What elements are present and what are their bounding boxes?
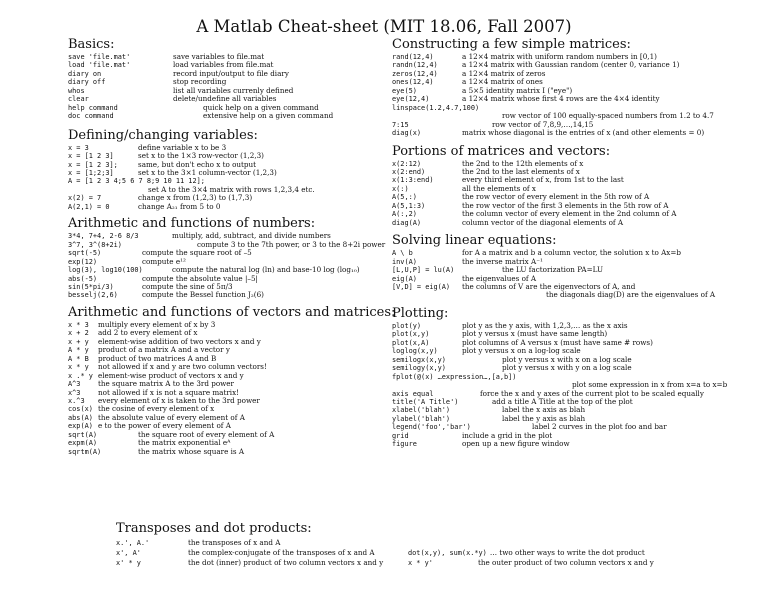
command-code: x(2) = 7 <box>68 194 102 203</box>
cheat-section <box>68 217 396 300</box>
command-description: for A a matrix and b a column vector, the solution x to Ax=b <box>462 248 681 258</box>
command-code: x(:) <box>392 184 409 193</box>
command-row <box>392 440 764 448</box>
command-code <box>68 186 148 194</box>
command-description: plot y as the y axis, with 1,2,3,… as the x axis <box>462 320 628 330</box>
command-description: compute the sine of 5π/3 <box>142 281 233 291</box>
command-code: exp(A) <box>68 422 93 431</box>
command-code: A^3 <box>68 380 81 389</box>
command-code: randn(12,4) <box>392 61 438 70</box>
command-description: element-wise addition of two vectors x and y <box>98 336 261 346</box>
command-description: label 2 curves in the plot foo and bar <box>532 422 667 432</box>
command-row <box>116 538 766 548</box>
command-description: change x from (1,2,3) to (1,7,3) <box>138 193 253 203</box>
command-code: [V,D] = eig(A) <box>392 282 451 291</box>
command-code: rand(12,4) <box>392 53 434 61</box>
command-code: 3^7, 3^(8+2i) <box>68 240 122 249</box>
command-code: semilogx(x,y) <box>392 355 446 364</box>
command-description: the complex-conjugate of the transposes of x and A <box>188 548 375 557</box>
command-code: eig(A) <box>392 274 417 283</box>
command-code: sqrt(-5) <box>68 249 102 258</box>
command-code: grid <box>392 431 409 440</box>
command-description: the square root of every element of A <box>138 429 275 439</box>
command-description: a 12×4 matrix with Gaussian random (center 0, variance 1) <box>462 60 680 70</box>
left-column <box>68 38 396 456</box>
command-code: A(2,1) = 0 <box>68 202 110 211</box>
command-code: x(2:12) <box>392 159 422 168</box>
command-description: matrix whose diagonal is the entries of x (and other elements = 0) <box>462 128 705 138</box>
cheat-section <box>68 129 396 212</box>
command-row <box>392 432 764 440</box>
command-description: compute 3 to the 7th power, or 3 to the 8+2i power <box>197 239 386 249</box>
command-code: diag(A) <box>392 218 422 227</box>
command-code: abs(-5) <box>68 274 98 283</box>
command-code: legend('foo','bar') <box>392 423 471 432</box>
command-description: plot y versus x with y on a log scale <box>502 363 632 373</box>
command-row <box>68 169 396 177</box>
command-code: abs(A) <box>68 413 93 422</box>
command-code: sqrtm(A) <box>68 447 102 456</box>
command-code: help command <box>68 103 118 112</box>
command-description: e to the power of every element of A <box>98 421 231 431</box>
cheat-section <box>392 38 764 138</box>
command-code: sqrt(A) <box>68 430 98 439</box>
cheat-section <box>392 145 764 228</box>
command-code: log(3), log10(100) <box>68 266 143 275</box>
command-description: include a grid in the plot <box>462 430 553 440</box>
command-description: extensive help on a given command <box>203 111 334 121</box>
command-description: stop recording <box>173 77 227 87</box>
command-description: add 2 to every element of x <box>98 328 198 338</box>
command-row <box>392 95 764 103</box>
command-code: doc command <box>68 112 114 121</box>
command-code: x .* y <box>68 371 93 380</box>
command-description: the absolute value of every element of A <box>98 412 245 422</box>
command-row <box>68 194 396 202</box>
command-code: diary off <box>68 78 106 87</box>
section-title: Basics: <box>68 37 115 52</box>
command-description: … two other ways to write the dot product <box>489 548 645 557</box>
command-description: define variable x to be 3 <box>138 142 227 152</box>
command-description: the 2nd to the 12th elements of x <box>462 158 584 168</box>
command-code: dot(x,y), sum(x.*y) <box>408 549 487 557</box>
command-code: A(:,2) <box>392 210 417 219</box>
command-description: list all variables currenly defined <box>173 85 294 95</box>
command-description: save variables to file.mat <box>173 52 265 61</box>
command-description: the LU factorization PA=LU <box>502 265 604 275</box>
command-row <box>392 129 764 137</box>
command-code: ones(12,4) <box>392 78 434 87</box>
section-title: Constructing a few simple matrices: <box>392 37 631 52</box>
command-description: every element of x is taken to the 3rd power <box>98 395 260 405</box>
command-description: a 12×4 matrix of zeros <box>462 68 546 78</box>
command-code: x = 3 <box>68 143 89 152</box>
command-code: diag(x) <box>392 129 422 138</box>
command-description: force the x and y axes of the current plot to be scaled equally <box>480 388 704 398</box>
command-code: semilogy(x,y) <box>392 364 446 373</box>
command-description: all the elements of x <box>462 183 536 193</box>
command-code: [L,U,P] = lu(A) <box>392 266 455 275</box>
command-description: load variables from file.mat <box>173 60 274 70</box>
command-code: A(5,1:3) <box>392 201 426 210</box>
command-code: ylabel('blah') <box>392 414 451 423</box>
command-code: besselj(2,6) <box>68 291 118 300</box>
command-description: add a title A Title at the top of the plot <box>492 396 633 406</box>
command-description: change A₂₁ from 5 to 0 <box>138 201 221 211</box>
command-description: record input/output to file diary <box>173 68 289 78</box>
command-code: figure <box>392 440 417 449</box>
command-code: x', A' <box>116 549 141 557</box>
command-description: row vector of 7,8,9,…,14,15 <box>492 119 594 129</box>
command-code <box>392 112 502 120</box>
command-description: compute the natural log (ln) and base-10 log (log₁₀) <box>172 265 360 275</box>
command-code: diary on <box>68 69 102 78</box>
command-description <box>411 538 627 548</box>
command-code: linspace(1.2,4.7,100) <box>392 103 480 112</box>
command-description: the matrix exponential eᴬ <box>138 438 231 448</box>
cheat-section <box>68 306 396 456</box>
command-code: save 'file.mat' <box>68 53 131 61</box>
command-description: plot y versus x on a log-log scale <box>462 346 581 356</box>
command-description: open up a new figure window <box>462 439 570 449</box>
command-description: the diagonals diag(D) are the eigenvalues of A <box>546 290 716 300</box>
command-description: label the x axis as blah <box>502 405 586 415</box>
cheat-section <box>392 307 764 449</box>
command-row <box>116 548 766 558</box>
command-code <box>392 291 546 299</box>
command-code: x = [1 2 3] <box>68 152 114 161</box>
section-title: Defining/changing variables: <box>68 127 258 143</box>
command-description: same, but don't echo x to output <box>138 159 257 169</box>
command-code: plot(y) <box>392 321 422 330</box>
section-title: Arithmetic and functions of vectors and matrices: <box>68 304 396 320</box>
command-code: sin(5*pi/3) <box>68 282 114 291</box>
command-description: the column vector of every element in the 2nd column of A <box>462 209 677 219</box>
command-description: the inverse matrix A⁻¹ <box>462 256 543 266</box>
command-code: eye(12,4) <box>392 95 430 104</box>
command-description: the row vector of the first 3 elements in the 5th row of A <box>462 200 669 210</box>
command-code: x * y <box>68 363 89 372</box>
command-row <box>392 78 764 86</box>
command-row <box>68 112 396 120</box>
command-row <box>392 219 764 227</box>
command-description: a 12×4 matrix of ones <box>462 77 543 87</box>
command-description: compute the square root of –5 <box>142 248 252 258</box>
command-description: multiply every element of x by 3 <box>98 319 216 329</box>
command-code: x + 2 <box>68 329 89 338</box>
command-row <box>392 364 764 372</box>
page-title: A Matlab Cheat-sheet (MIT 18.06, Fall 2007) <box>196 17 572 36</box>
command-description: element-wise product of vectors x and y <box>98 370 244 380</box>
command-code: x(2:end) <box>392 167 426 176</box>
command-description: set A to the 3×4 matrix with rows 1,2,3,4 etc. <box>148 184 315 194</box>
command-row <box>392 70 764 78</box>
command-description: the eigenvalues of A <box>462 273 537 283</box>
command-code: A(5,:) <box>392 193 417 202</box>
command-code: plot(x,y) <box>392 330 430 339</box>
command-code: 7:15 <box>392 120 409 129</box>
section-title: Arithmetic and functions of numbers: <box>68 216 316 232</box>
section-title: Plotting: <box>392 305 449 321</box>
command-description: every third element of x, from 1st to the last <box>462 175 624 185</box>
command-description: the square matrix A to the 3rd power <box>98 379 234 389</box>
command-description: plot y versus x with x on a log scale <box>502 354 632 364</box>
command-description: set x to the 3×1 column-vector (1,2,3) <box>138 167 277 177</box>
command-code: x(1:3:end) <box>392 176 434 185</box>
command-code: xlabel('blah') <box>392 406 451 415</box>
command-description: plot y versus x (must have same length) <box>462 329 608 339</box>
section-title: Transposes and dot products: <box>116 521 312 536</box>
command-code: exp(12) <box>68 257 98 266</box>
cheat-section <box>68 38 396 121</box>
command-code: cos(x) <box>68 405 93 414</box>
command-description: row vector of 100 equally-spaced numbers from 1.2 to 4.7 <box>502 111 714 121</box>
command-row <box>68 249 396 257</box>
command-code: A * y <box>68 346 89 355</box>
command-description: plot some expression in x from x=a to x=b <box>572 380 728 390</box>
section-title: Solving linear equations: <box>392 233 557 249</box>
command-description: multiply, add, subtract, and divide numbers <box>172 231 331 241</box>
command-description: the cosine of every element of x <box>98 404 215 414</box>
command-description: compute e¹² <box>142 256 186 266</box>
command-code: x * y' <box>408 559 433 567</box>
command-row <box>68 203 396 211</box>
command-description: the outer product of two column vectors x and y <box>478 558 654 567</box>
command-description: set x to the 1×3 row-vector (1,2,3) <box>138 151 264 161</box>
command-row <box>392 249 764 257</box>
command-description: product of two matrices A and B <box>98 353 217 363</box>
command-description: the transposes of x and A <box>188 538 281 547</box>
command-row <box>392 61 764 69</box>
command-row <box>68 291 396 299</box>
command-description: a 12×4 matrix whose first 4 rows are the 4×4 identity <box>462 94 660 104</box>
command-row <box>392 423 764 431</box>
command-code: x^3 <box>68 388 81 397</box>
command-code: x + y <box>68 337 89 346</box>
command-description: column vector of the diagonal elements of A <box>462 217 624 227</box>
command-description: the dot (inner) product of two column vectors x and y <box>188 558 384 567</box>
command-code: A = [1 2 3 4;5 6 7 8;9 10 11 12]; <box>68 177 205 186</box>
command-row <box>392 176 764 184</box>
command-row <box>68 431 396 439</box>
command-code: expm(A) <box>68 439 98 448</box>
command-description: a 12×4 matrix with uniform random numbers in [0,1) <box>462 52 657 61</box>
command-description: quick help on a given command <box>203 102 319 112</box>
command-code: zeros(12,4) <box>392 69 438 78</box>
command-code: x' * y <box>116 559 141 567</box>
command-description: the 2nd to the last elements of x <box>462 166 580 176</box>
command-code: clear <box>68 95 89 104</box>
section-title: Portions of matrices and vectors: <box>392 143 611 159</box>
command-code: eye(5) <box>392 86 417 95</box>
command-description: compute the Bessel function J₂(6) <box>142 290 264 300</box>
command-code: x * 3 <box>68 320 89 329</box>
command-row <box>116 558 766 568</box>
command-description: label the y axis as blah <box>502 413 586 423</box>
command-code: A * B <box>68 354 89 363</box>
command-code: A \ b <box>392 249 413 258</box>
command-row <box>68 70 396 78</box>
command-code: x = [1;2;3] <box>68 168 114 177</box>
command-row <box>392 291 764 299</box>
command-code: axis equal <box>392 389 434 398</box>
command-description: delete/undefine all variables <box>173 94 277 104</box>
command-code: load 'file.mat' <box>68 61 131 70</box>
command-description: not allowed if x and y are two column vectors! <box>98 362 267 372</box>
command-description: not allowed if x is not a square matrix! <box>98 387 240 397</box>
command-code: fplot(@(x) …expression…,[a,b]) <box>392 372 517 381</box>
command-code: title('A Title') <box>392 397 459 406</box>
command-description: plot columns of A versus x (must have same # rows) <box>462 337 653 347</box>
command-row <box>68 448 396 456</box>
command-row <box>392 266 764 274</box>
command-code: x.^3 <box>68 396 85 405</box>
command-description: the matrix whose square is A <box>138 446 245 456</box>
command-code: plot(x,A) <box>392 338 430 347</box>
command-code: 3*4, 7+4, 2-6 8/3 <box>68 232 139 241</box>
command-code: x.', A.' <box>116 539 150 547</box>
command-code: inv(A) <box>392 257 417 266</box>
command-description: the columns of V are the eigenvectors of A, and <box>462 281 636 291</box>
command-code: loglog(x,y) <box>392 347 438 356</box>
command-description: the row vector of every element in the 5th row of A <box>462 192 650 202</box>
command-description: compute the absolute value |–5| <box>142 273 258 283</box>
command-code: x = [1 2 3]; <box>68 160 118 169</box>
right-column <box>392 38 764 449</box>
cheat-section <box>392 234 764 300</box>
command-description: a 5×5 identity matrix I ("eye") <box>462 85 573 95</box>
transposes-section <box>116 522 766 568</box>
command-code: whos <box>68 86 85 95</box>
command-description: product of a matrix A and a vector y <box>98 345 230 355</box>
